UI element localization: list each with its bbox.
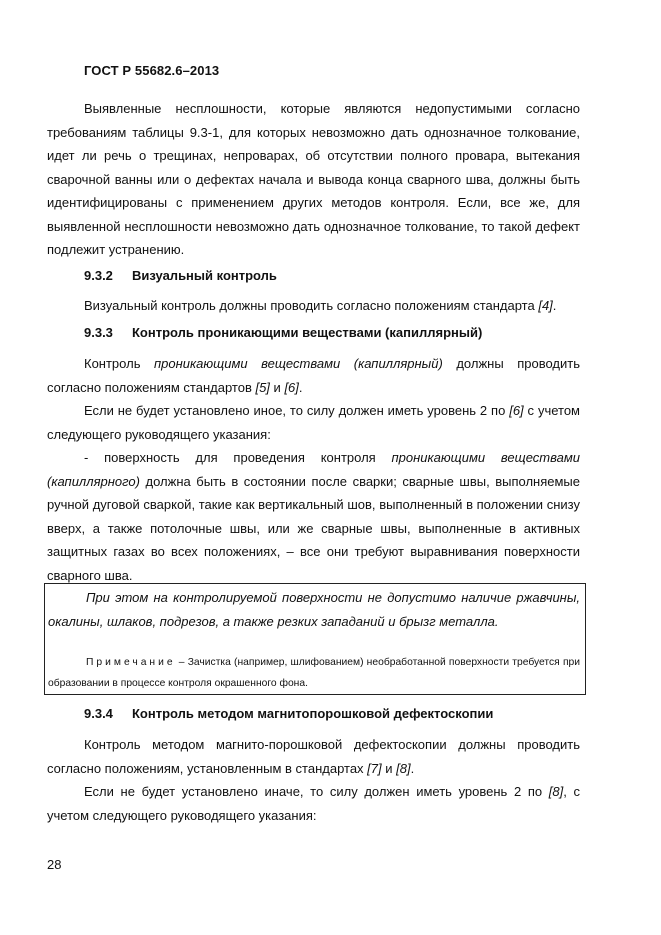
note-paragraph (48, 652, 580, 694)
paragraph-text: Контроль (84, 356, 155, 371)
paragraph-text: с учетом следующего руководящего указания: (47, 403, 580, 442)
section-title: Контроль методом магнитопорошковой дефектоскопии (132, 706, 494, 721)
note-label: Примечание (86, 657, 176, 668)
section-9-3-3-bullet (47, 446, 580, 587)
note-text: – Зачистка (например, шлифованием) необработанной поверхности требуется при образовании в процессе контроля окрашенного фона. (48, 657, 580, 689)
italic-term: проникающими веществами (капиллярный) (154, 356, 443, 371)
italic-term: проникающими веществами (капиллярного) (47, 450, 580, 489)
section-9-3-3-heading (84, 325, 482, 340)
section-9-3-3-paragraph-2 (47, 399, 580, 446)
paragraph-text: , с учетом следующего руководящего указания: (47, 784, 580, 823)
paragraph-text: Контроль методом магнито-порошковой дефектоскопии должны проводить согласно положениям, установленным в стандартах (47, 737, 580, 776)
paragraph-end: . (552, 298, 557, 313)
section-number: 9.3.4 (84, 706, 113, 721)
section-title: Визуальный контроль (132, 268, 277, 283)
paragraph-text: Если не будет установлено иначе, то силу должен иметь уровень 2 по (84, 784, 549, 799)
document-header: ГОСТ Р 55682.6–2013 (84, 63, 220, 78)
section-number: 9.3.2 (84, 268, 113, 283)
paragraph-text: Визуальный контроль должны проводить согласно положениям стандарта (84, 298, 539, 313)
paragraph-end: . (410, 760, 415, 776)
conjunction: и (381, 760, 397, 776)
reference: [5] (255, 379, 270, 395)
conjunction: и (269, 379, 285, 395)
paragraph-end: . (298, 379, 303, 395)
intro-paragraph: Выявленные несплошности, которые являются недопустимыми согласно требованиям таблицы 9.3-1, для которых невозможно дать однозначное толкование, идет ли речь о трещинах, непроварах, об отсутствии полного провара, вытекания сварочной ванны или о дефектах начала и вывода конца сварного шва, должны быть идентифицированы с применением других методов контроля. Если, все же, для выявленной несплошности невозможно дать однозначное толкование, то такой дефект подлежит устранению. (47, 101, 580, 257)
note-italic-text: При этом на контролируемой поверхности не допустимо наличие ржавчины, окалины, шлаков, подрезов, а также резких западаний и брызг металла. (48, 590, 580, 629)
reference: [8] (396, 760, 411, 776)
reference: [6] (284, 379, 299, 395)
paragraph-text: Если не будет установлено иное, то силу должен иметь уровень 2 по (84, 403, 510, 418)
section-9-3-4-paragraph-1 (47, 733, 580, 780)
reference: [6] (509, 403, 524, 418)
section-number: 9.3.3 (84, 325, 113, 340)
section-9-3-2-paragraph (47, 294, 580, 318)
section-9-3-2-heading (84, 268, 277, 283)
paragraph-text: должны проводить согласно положениям стандартов (47, 356, 580, 395)
section-title: Контроль проникающими веществами (капиллярный) (132, 325, 483, 340)
page-number: 28 (47, 857, 62, 872)
section-9-3-4-heading (84, 706, 493, 721)
note-box (44, 583, 586, 695)
section-9-3-4-paragraph-2 (47, 780, 580, 827)
bullet-text: должна быть в состоянии после сварки; сварные швы, выполняемые ручной дуговой сваркой, такие как вертикальный шов, выполненный в положении снизу вверх, а также потолочные швы, или же сварные швы, выполненные в активных защитных газах во всех положениях, – все они требуют выравнивания поверхности сварного шва. (47, 473, 580, 583)
section-9-3-3-paragraph-1 (47, 352, 580, 399)
reference: [4] (538, 298, 553, 313)
reference: [8] (548, 784, 564, 799)
bullet-text: - поверхность для проведения контроля (84, 450, 392, 465)
reference: [7] (367, 760, 382, 776)
